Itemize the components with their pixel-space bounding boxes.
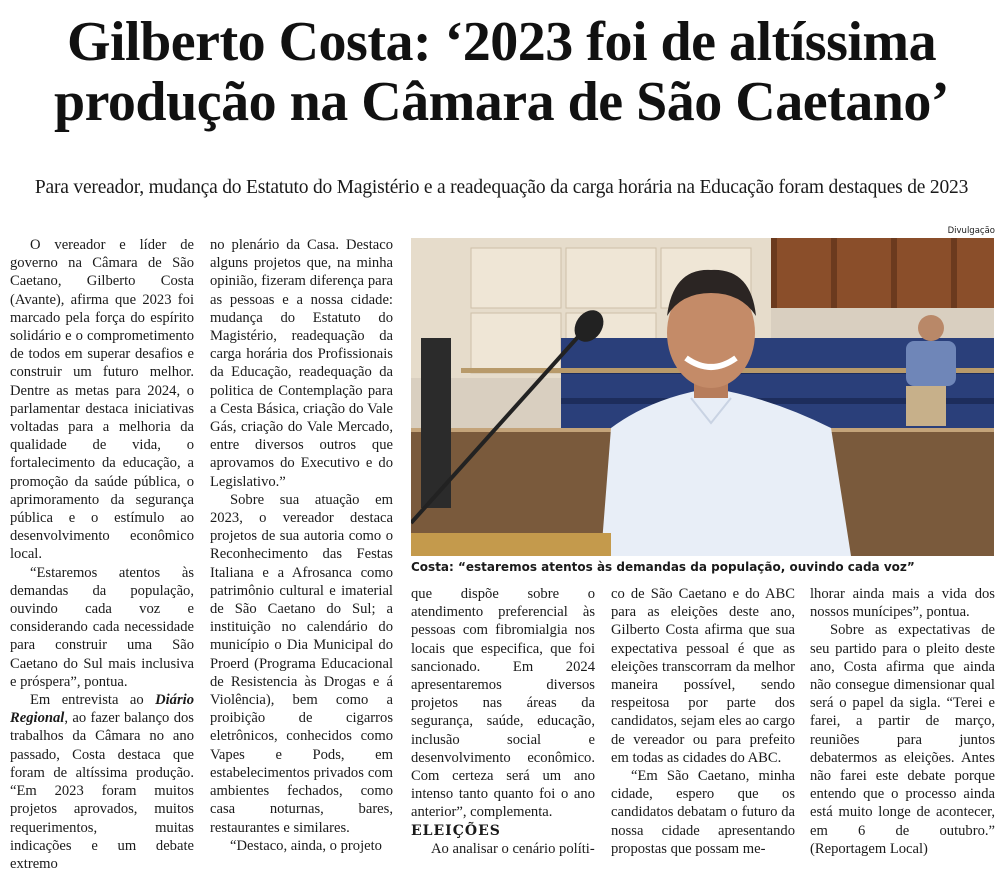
paragraph: Sobre as expectativas de seu partido para o pleito deste ano, Costa afirma que ainda não consegue dimensionar qual será o papel da sigla. “Terei e farei, a partir de março, reuniões para juntos debatermos as eleições. Antes não farei este debate porque entendo que o processo ainda está muito longe de acontecer, em 6 de outubro.” (Reportagem Local) <box>810 622 995 857</box>
paragraph <box>10 691 194 873</box>
headline-line-2: produção na Câmara de São Caetano’ <box>53 71 950 133</box>
paragraph: “Em São Caetano, minha cidade, espero que os candidatos debatam o futuro da nossa cidade apresentando propostas que possam me- <box>611 768 795 857</box>
caption-lead: Costa: <box>411 560 454 574</box>
article-column-5 <box>810 585 995 858</box>
paragraph-text: , ao fazer balanço dos trabalhos da Câmara no ano passado, Costa destaca que foram de altíssima produção. “Em 2023 foram muitos projetos aprovados, muitos requerimentos, muitas indicações e um debate extremo <box>10 710 194 872</box>
photo-caption <box>411 560 1001 574</box>
subheadline: Para vereador, mudança do Estatuto do Magistério e a readequação da carga horária na Educação foram destaques de 2023 <box>34 177 969 198</box>
paragraph: que dispõe sobre o atendimento preferencial às pessoas com fibromialgia nos locais que especifica, que foi sancionado. Em 2024 apresentaremos diversos projetos nas áreas da segurança, saúde, educação, inclusão social e desenvolvimento econômico. Com certeza será um ano intenso tanto quanto foi o ano anterior”, complementa. <box>411 586 595 821</box>
paragraph: O vereador e líder de governo na Câmara de São Caetano, Gilberto Costa (Avante), afirma que 2023 foi marcado pela força do espírito solidário e o comprometimento de todos em superar desafios e construir um futuro melhor. Dentre as metas para 2024, o parlamentar destaca iniciativas voltadas para a melhoria da qualidade de vida, o fortalecimento da educação, a promoção da saúde pública, o aprimoramento da segurança pública e o estímulo ao desenvolvimento econômico local. <box>10 237 194 563</box>
paragraph: Sobre sua atuação em 2023, o vereador destaca projetos de sua autoria como o Reconhecimento das Festas Italiana e a Afrosanca como patrimônio cultural e imaterial de São Caetano do Sul; a instituição no calendário do município o Dia Municipal do Proerd (Programa Educacional de Resistencia às Drogas e á Violência), bem como a proibição de cigarros eletrônicos, conhecidos como Vapes e Pods, em estabelecimentos privados com ambientes fechados, como casa noturnas, bares, restaurantes e similares. <box>210 491 393 836</box>
paragraph: co de São Caetano e do ABC para as eleições deste ano, Gilberto Costa afirma que sua expectativa pessoal é que as eleições transcorram da melhor maneira possível, sendo respeitosa por parte dos candidatos, sejam eles ao cargo de vereador ou para prefeito em todas as cidades do ABC. <box>611 586 795 766</box>
paragraph: “Estaremos atentos às demandas da população, ouvindo cada voz e considerando cada necessidade para construir uma São Caetano do Sul mais inclusiva e próspera”, pontua. <box>10 564 194 690</box>
paragraph: Ao analisar o cenário políti- <box>431 840 595 857</box>
article-photo <box>411 238 994 556</box>
headline <box>0 12 1003 132</box>
paragraph: lhorar ainda mais a vida dos nossos munícipes”, pontua. <box>810 586 995 621</box>
paragraph: no plenário da Casa. Destaco alguns projetos que, na minha opinião, fizeram diferença para as pessoas e a nossa cidade: mudança do Estatuto do Magistério, readequação da carga horária dos Profissionais da Educação, readequação da politica de Contemplação para a Cesta Básica, criação do Vale Gás, criação do Vale Mercado, entre diversos outros que aprovamos do Executivo e do Legislativo.” <box>210 237 393 490</box>
article-column-4 <box>611 585 795 858</box>
headline-line-1: Gilberto Costa: ‘2023 foi de altíssima <box>66 11 937 73</box>
newspaper-name: Diário Regional <box>10 692 194 727</box>
section-heading: ELEIÇÕES <box>411 822 501 839</box>
article-column-1 <box>10 236 194 873</box>
photo-credit: Divulgação <box>947 226 995 236</box>
paragraph: “Destaco, ainda, o projeto <box>230 837 382 854</box>
caption-text: “estaremos atentos às demandas da população, ouvindo cada voz” <box>453 560 915 574</box>
paragraph-text: Em entrevista ao <box>30 692 156 709</box>
article-column-2 <box>210 236 393 855</box>
article-column-3 <box>411 585 595 858</box>
